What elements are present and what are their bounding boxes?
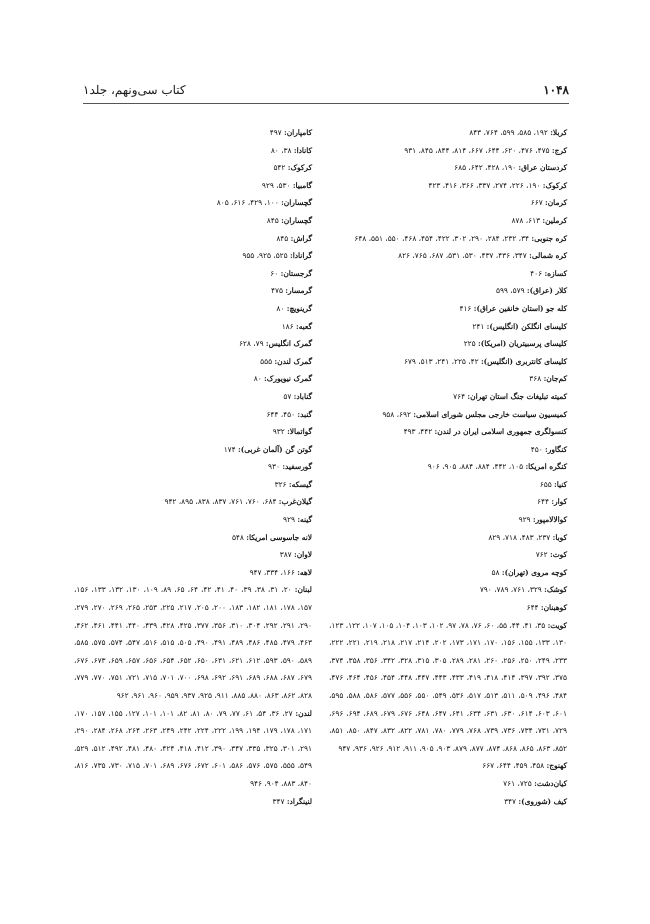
index-term: گینه: bbox=[297, 515, 312, 525]
page-refs: ۶۵۵ bbox=[539, 479, 552, 489]
page-refs: ۳۴۷ bbox=[504, 796, 516, 806]
index-entry bbox=[74, 793, 312, 811]
page-refs: ۳۲۶ bbox=[274, 479, 287, 489]
index-term: کانادا: bbox=[293, 145, 312, 155]
page-refs: ۴۷۵ bbox=[271, 286, 283, 296]
index-entry bbox=[329, 617, 567, 758]
page-refs: ۹۲۹ bbox=[283, 515, 295, 525]
page-refs: ۱۰۰، ۴۲۹، ۶۱۶، ۸۰۵ bbox=[216, 198, 279, 208]
page-refs: ۸۰ bbox=[276, 303, 285, 313]
index-entry bbox=[329, 757, 567, 775]
page-refs: ۵۲۵، ۹۲۵، ۹۵۵ bbox=[242, 251, 288, 261]
index-entry bbox=[329, 370, 567, 388]
index-term: کسازه: bbox=[544, 268, 567, 278]
index-entry bbox=[329, 177, 567, 195]
index-entry bbox=[329, 353, 567, 371]
page-refs: ۲۲۵ bbox=[463, 339, 476, 349]
index-entry bbox=[329, 282, 567, 300]
index-term: کره جنوبی: bbox=[531, 233, 567, 243]
index-entry bbox=[74, 300, 312, 318]
index-entry bbox=[329, 388, 567, 406]
page-refs: ۵۸ bbox=[491, 567, 500, 577]
page-refs: ۳۲۹، ۷۶۱، ۷۸۹، ۷۹۰ bbox=[479, 585, 542, 595]
index-entry bbox=[74, 282, 312, 300]
index-term: کلار (عراق): bbox=[526, 286, 567, 296]
index-term: کوار: bbox=[551, 497, 567, 507]
page-refs: ۴۹۷ bbox=[269, 128, 282, 137]
index-term: کهنوج: bbox=[546, 761, 567, 771]
index-term: کله جو (استان خانقین عراق): bbox=[473, 303, 567, 313]
index-term: کره شمالی: bbox=[529, 251, 567, 261]
index-term: کلیسای کانتربری (انگلیس): bbox=[480, 356, 567, 366]
page-refs: ۶۸۴، ۷۶۰، ۷۶۱، ۸۳۷، ۸۳۸، ۸۹۵، ۹۴۲ bbox=[164, 497, 277, 507]
page-refs: ۵۷۹، ۵۹۹ bbox=[495, 286, 525, 296]
page-refs: ۳۶۸ bbox=[529, 374, 542, 384]
index-entry bbox=[74, 247, 312, 265]
page-refs: ۱۹۰، ۲۲۶، ۲۷۴، ۳۳۷، ۳۶۶، ۴۱۶، ۴۲۳ bbox=[428, 180, 541, 190]
page-refs: ۱۶۶، ۳۳۴، ۹۴۷ bbox=[249, 567, 295, 577]
index-entry bbox=[74, 441, 312, 459]
index-term: کوالالامپور: bbox=[532, 515, 567, 525]
page-refs: ۴۵۸، ۴۵۹، ۶۴۴، ۶۶۷ bbox=[482, 761, 545, 771]
index-term: کوهبنان: bbox=[540, 603, 567, 613]
index-term: کربلا: bbox=[550, 128, 567, 137]
index-entry bbox=[329, 159, 567, 177]
index-term: کوبا: bbox=[552, 532, 567, 542]
index-term: کرمان: bbox=[545, 198, 567, 208]
index-term: لاهه: bbox=[297, 567, 312, 577]
index-term: کمیته تبلیغات جنگ استان تهران: bbox=[467, 391, 567, 401]
index-term: گرانادا: bbox=[289, 251, 312, 261]
index-term: کوشک: bbox=[544, 585, 567, 595]
index-entry bbox=[329, 599, 567, 617]
page-refs: ۹۳۰ bbox=[268, 462, 280, 472]
index-entry bbox=[329, 212, 567, 230]
index-entry bbox=[74, 546, 312, 564]
index-entry bbox=[329, 793, 567, 811]
page-refs: ۴۰۶ bbox=[530, 268, 543, 278]
index-entry bbox=[329, 247, 567, 265]
page-header bbox=[83, 83, 569, 103]
index-term: گچساران: bbox=[281, 215, 312, 225]
page-refs: ۷۲۵، ۷۶۱ bbox=[503, 778, 532, 788]
index-entry bbox=[74, 705, 312, 793]
page-refs: ۶۰ bbox=[270, 268, 279, 278]
index-term: گمرک لندن: bbox=[274, 356, 312, 366]
index-term: لاوان: bbox=[294, 550, 312, 560]
page-refs: ۴۵۰، ۶۴۴ bbox=[266, 409, 296, 419]
index-entry bbox=[74, 458, 312, 476]
index-term: کنسولگری جمهوری اسلامی ایران در لندن: bbox=[434, 427, 567, 437]
page-refs: ۶۶۷ bbox=[530, 198, 543, 208]
index-term: کرکوک: bbox=[542, 180, 567, 190]
page-refs: ۲۴۱ bbox=[472, 321, 485, 331]
index-entry bbox=[74, 581, 312, 704]
page-refs: ۳۴۷ bbox=[272, 796, 285, 806]
index-term: گرینویچ: bbox=[286, 303, 312, 313]
page-refs: ۹۳۲ bbox=[272, 427, 285, 437]
index-term: کیف (شوروی): bbox=[518, 796, 567, 806]
page-refs: ۱۰۵، ۴۴۲، ۸۸۴، ۸۸۴، ۹۰۵، ۹۰۶ bbox=[427, 462, 524, 472]
page-refs: ۲۳۷، ۴۸۳، ۷۱۸، ۸۲۹ bbox=[488, 532, 551, 542]
index-term: گرمسار: bbox=[285, 286, 312, 296]
index-entry bbox=[329, 546, 567, 564]
index-term: گعبه: bbox=[295, 321, 312, 331]
index-entry bbox=[329, 318, 567, 336]
index-term: کامپاران: bbox=[284, 128, 312, 137]
index-entry bbox=[74, 159, 312, 177]
index-entry bbox=[329, 265, 567, 283]
index-entry bbox=[74, 177, 312, 195]
page-refs: ۱۹۰، ۴۲۸، ۶۴۲، ۶۸۵ bbox=[454, 163, 517, 173]
index-term: کوچه مروی (تهران): bbox=[501, 567, 567, 577]
page-refs: ۱۸۶ bbox=[281, 321, 294, 331]
index-entry bbox=[329, 511, 567, 529]
index-term: کرکوک: bbox=[287, 163, 312, 173]
page-refs: ۵۷ bbox=[283, 391, 292, 401]
page-refs: ۵۵۵ bbox=[260, 356, 273, 366]
index-entry bbox=[329, 441, 567, 459]
index-entry bbox=[329, 335, 567, 353]
index-term: لندن: bbox=[295, 708, 312, 718]
page-refs: ۴۴۲، ۴۹۳ bbox=[403, 427, 433, 437]
index-entry bbox=[74, 511, 312, 529]
index-entry bbox=[329, 300, 567, 318]
index-term: لانه جاسوسی امریکا: bbox=[246, 532, 312, 542]
index-column-left bbox=[74, 124, 312, 810]
index-entry bbox=[329, 142, 567, 160]
index-entry bbox=[74, 318, 312, 336]
index-entry bbox=[74, 493, 312, 511]
page-refs: ۱۹۲، ۵۸۵، ۵۹۹، ۷۶۴، ۸۴۳ bbox=[469, 128, 548, 137]
index-entry bbox=[74, 212, 312, 230]
index-entry bbox=[74, 406, 312, 424]
index-term: گراش: bbox=[290, 233, 312, 243]
page-refs: ۳۴، ۲۳۲، ۲۸۴، ۲۹۰، ۳۰۲، ۴۲۲، ۴۵۴، ۴۶۸، ۵۵۰، ۵۵۱، ۶۴۸ bbox=[354, 233, 530, 243]
index-column-right bbox=[329, 124, 567, 810]
index-term: کمیسیون سیاست خارجی مجلس شورای اسلامی: bbox=[413, 409, 567, 419]
index-entry bbox=[329, 493, 567, 511]
page-refs: ۵۴۸ bbox=[231, 532, 244, 542]
index-term: کوت: bbox=[549, 550, 567, 560]
header-rule bbox=[83, 103, 569, 104]
book-title: کتاب سی‌ونهم، جلد۱ bbox=[83, 83, 186, 97]
index-entry bbox=[329, 775, 567, 793]
index-term: گچساران: bbox=[281, 198, 312, 208]
page-refs: ۷۹، ۶۲۸ bbox=[238, 339, 264, 349]
page-refs: ۲۰، ۳۱، ۳۸، ۳۹، ۴۰، ۴۱، ۴۲، ۶۴، ۶۵، ۸۹، ۱۰۹، ۱۳۰، ۱۳۲، ۱۳۳، ۱۵۶، ۱۵۷، ۱۷۸، ۱۸۱، ۱۸۲، ۱۸۳، ۲۰۰، ۲۰۵، ۲۱۷، ۲۲۵، ۲۵۳، ۲۶۵، ۲۶۹، ۲۷۰، ۲۷۹، ۲۹۰، ۲۹۱، ۲۹۲، ۳۰۴، ۳۱۰، ۳۵۶، ۳۷۷، ۴۲۵، ۴۲۸، ۴۳۹، ۴۴۰، ۴۴۱، ۴۶۱، ۴۶۲، ۴۶۳، ۴۷۹، ۴۸۵، ۴۸۶، ۴۸۹، ۴۹۱، ۴۹۰، ۵۰۵، ۵۱۵، ۵۱۶، ۵۴۷، ۵۷۴، ۵۷۵، ۵۸۵، ۵۸۹، ۵۹۰، ۵۹۳، ۶۱۲، ۶۲۱، ۶۳۱، ۶۵۰، ۶۵۲، ۶۵۴، ۶۵۶، ۶۵۷، ۶۵۹، ۶۷۳، ۶۷۶، ۶۷۹، ۶۸۷، ۶۸۸، ۶۸۹، ۶۹۱، ۶۹۲، ۶۹۸، ۷۰۰، ۷۰۱، ۷۱۵، ۷۲۱، ۷۵۱، ۷۷۰، ۷۷۹، ۸۲۸، ۸۶۲، ۸۶۳، ۸۸۰، ۸۸۵، ۹۱۱، ۹۲۵، ۹۳۷، ۹۵۹، ۹۶۰، ۹۶۱، ۹۶۲ bbox=[74, 585, 312, 700]
page-refs: ۶۱۳، ۸۷۸ bbox=[511, 215, 541, 225]
index-term: کم‌جان: bbox=[543, 374, 567, 384]
page-refs: ۴۲، ۲۲۵، ۲۴۱، ۵۱۳، ۶۷۹ bbox=[403, 356, 479, 366]
index-entry bbox=[329, 124, 567, 142]
page-refs: ۷۶۲ bbox=[535, 550, 548, 560]
index-term: کلیسای انگلکن (انگلیس): bbox=[486, 321, 567, 331]
page-refs: ۸۴۵ bbox=[266, 215, 279, 225]
index-term: گیسکه: bbox=[288, 479, 312, 489]
page-number: ۱۰۴۸ bbox=[543, 83, 569, 97]
index-term: کلیسای پرسبیتریان (امریکا): bbox=[477, 339, 567, 349]
index-entry bbox=[74, 388, 312, 406]
index-term: گناباد: bbox=[293, 391, 312, 401]
index-term: گنبد: bbox=[297, 409, 312, 419]
index-term: کویت: bbox=[547, 620, 567, 630]
index-entry bbox=[74, 353, 312, 371]
index-entry bbox=[74, 370, 312, 388]
index-entry bbox=[329, 406, 567, 424]
page-refs: ۱۷۴ bbox=[223, 444, 236, 454]
index-entry bbox=[74, 476, 312, 494]
index-entry bbox=[329, 581, 567, 599]
index-term: کنیا: bbox=[554, 479, 567, 489]
index-term: گرجستان: bbox=[280, 268, 312, 278]
index-term: گیلان‌غرب: bbox=[278, 497, 312, 507]
index-term: کیان‌دشت: bbox=[534, 778, 567, 788]
page-refs: ۶۴۴ bbox=[526, 603, 539, 613]
index-entry bbox=[74, 335, 312, 353]
index-term: گواتمالا: bbox=[287, 427, 312, 437]
page-refs: ۳۸، ۸۰ bbox=[270, 145, 292, 155]
page-refs: ۳۵، ۴۱، ۴۴، ۵۵، ۶۰، ۷۶، ۷۸، ۹۷، ۱۰۲، ۱۰۳، ۱۰۴، ۱۰۵، ۱۰۷، ۱۲۲، ۱۲۳، ۱۳۰، ۱۳۳، ۱۵۵، ۱۵۶، ۱۷۰، ۱۷۱، ۱۷۳، ۲۰۲، ۲۱۴، ۲۱۷، ۲۱۸، ۲۱۹، ۲۲۱، ۲۲۲، ۲۳۳، ۲۴۹، ۲۵۰، ۲۵۶، ۲۶۰، ۲۸۱، ۲۸۹، ۳۰۵، ۳۱۵، ۳۲۸، ۳۴۲، ۳۵۶، ۳۵۸، ۳۷۴، ۳۷۵، ۳۹۲، ۳۹۷، ۴۱۴، ۴۱۸، ۴۱۹، ۴۳۳، ۴۴۳، ۴۴۷، ۴۴۸، ۴۵۴، ۴۵۶، ۴۶۴، ۴۷۶، ۴۸۴، ۴۹۶، ۵۰۹، ۵۱۱، ۵۱۳، ۵۱۷، ۵۳۶، ۵۴۹، ۵۵۰، ۵۵۶، ۵۷۷، ۵۸۶، ۵۸۸، ۵۹۵، ۶۰۱، ۶۰۳، ۶۱۴، ۶۳۰، ۶۳۱، ۶۳۴، ۶۴۱، ۶۴۷، ۶۴۸، ۶۷۶، ۶۷۹، ۶۸۹، ۶۹۴، ۶۹۶، ۷۲۹، ۷۳۱، ۷۳۴، ۷۳۶، ۷۳۹، ۷۶۸، ۷۷۹، ۷۸۰، ۷۸۱، ۸۲۲، ۸۳۲، ۸۴۷، ۸۵۰، ۸۵۱، ۸۵۲، ۸۶۳، ۸۶۵، ۸۶۸، ۸۷۴، ۸۷۷، ۸۷۹، ۹۰۳، ۹۰۵، ۹۱۱، ۹۱۲، ۹۲۶، ۹۳۶، ۹۴۷ bbox=[329, 620, 567, 753]
page-refs: ۶۹۲، ۹۵۸ bbox=[382, 409, 411, 419]
index-term: گوتن گن (آلمان غربی): bbox=[237, 444, 312, 454]
page-refs: ۷۶۴ bbox=[453, 391, 466, 401]
index-entry bbox=[329, 458, 567, 476]
index-term: لنینگراد: bbox=[286, 796, 312, 806]
index-term: کرج: bbox=[551, 145, 567, 155]
page-refs: ۳۴۷، ۴۳۶، ۴۳۷، ۵۳۰، ۵۳۱، ۶۸۷، ۷۶۵، ۸۲۶ bbox=[398, 251, 527, 261]
index-term: کردستان عراق: bbox=[518, 163, 567, 173]
index-entry bbox=[329, 476, 567, 494]
index-entry bbox=[74, 230, 312, 248]
page-refs: ۴۵۰ bbox=[530, 444, 543, 454]
index-entry bbox=[74, 423, 312, 441]
index-term: گمرک انگلیس: bbox=[265, 339, 312, 349]
index-term: لبنان: bbox=[294, 585, 312, 595]
page-refs: ۸۰ bbox=[253, 374, 262, 384]
page-refs: ۶۴۴ bbox=[537, 497, 549, 507]
index-term: گورسفید: bbox=[282, 462, 312, 472]
index-term: گامبیا: bbox=[292, 180, 312, 190]
page-refs: ۵۴۲ bbox=[273, 163, 286, 173]
index-entry bbox=[329, 194, 567, 212]
index-entry bbox=[329, 564, 567, 582]
index-entry bbox=[74, 529, 312, 547]
index-term: کنگاور: bbox=[545, 444, 567, 454]
page-refs: ۴۷۵، ۴۷۶، ۶۲۰، ۶۴۴، ۶۶۷، ۸۱۴، ۸۴۴، ۸۴۵، ۹۳۱ bbox=[404, 145, 550, 155]
index-entry bbox=[329, 529, 567, 547]
page-refs: ۳۸۷ bbox=[279, 550, 292, 560]
index-entry bbox=[74, 564, 312, 582]
index-term: گمرک نیویورک: bbox=[264, 374, 312, 384]
page-refs: ۴۱۶ bbox=[459, 303, 472, 313]
page-refs: ۸۴۵ bbox=[276, 233, 289, 243]
page-refs: ۵۳۰، ۹۲۹ bbox=[261, 180, 291, 190]
index-entry bbox=[329, 423, 567, 441]
page-refs: ۲۷، ۳۶، ۵۴، ۶۱، ۷۷، ۷۹، ۸۰، ۸۱، ۸۲، ۱۰۱، ۱۰۱، ۱۲۷، ۱۵۵، ۱۵۷، ۱۷۰، ۱۷۱، ۱۷۸، ۱۷۹، ۱۹۴، ۱۹۹، ۲۲۲، ۲۲۴، ۲۴۲، ۲۴۹، ۲۶۳، ۲۶۴، ۲۶۸، ۲۸۴، ۲۹۰، ۲۹۱، ۳۰۱، ۳۲۵، ۳۳۵، ۳۴۷، ۳۹۰، ۴۱۲، ۴۱۸، ۴۲۴، ۴۸۰، ۴۸۱، ۴۹۲، ۵۱۲، ۵۲۹، ۵۴۹، ۵۵۵، ۵۷۵، ۵۷۶، ۵۸۶، ۶۰۱، ۶۷۲، ۶۷۶، ۶۸۹، ۷۰۱، ۷۱۵، ۷۳۰، ۷۳۵، ۸۱۶، ۸۴۰، ۸۸۳، ۹۰۴، ۹۴۶ bbox=[74, 708, 312, 788]
index-entry bbox=[74, 194, 312, 212]
index-entry bbox=[329, 230, 567, 248]
index-entry bbox=[74, 142, 312, 160]
page-refs: ۹۲۹ bbox=[518, 515, 531, 525]
index-term: کرملین: bbox=[542, 215, 567, 225]
index-entry bbox=[74, 265, 312, 283]
index-entry bbox=[74, 124, 312, 142]
index-term: کنگره امریکا: bbox=[525, 462, 567, 472]
